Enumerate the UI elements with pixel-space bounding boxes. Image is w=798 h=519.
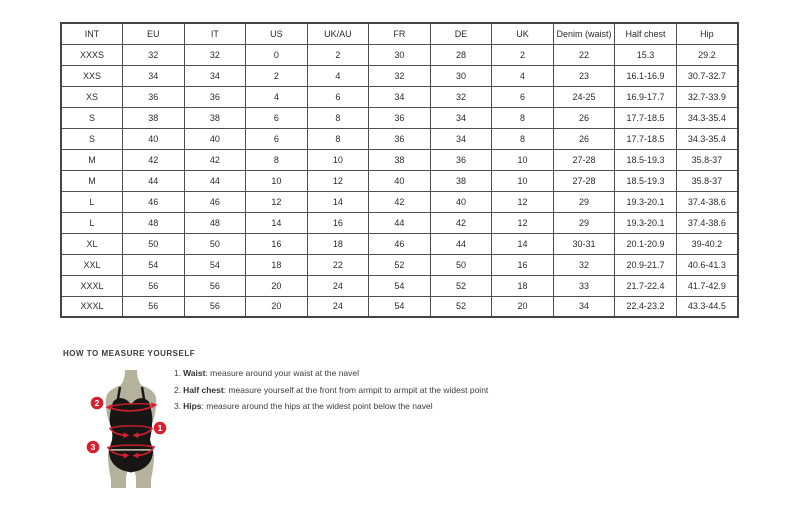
column-header: UK [492,23,554,44]
column-header: FR [369,23,431,44]
table-cell: S [61,107,123,128]
table-cell: 44 [369,212,431,233]
table-cell: 56 [184,275,246,296]
table-cell: 32 [553,254,615,275]
table-cell: 40 [369,170,431,191]
table-cell: 34 [430,107,492,128]
table-cell: 54 [369,275,431,296]
table-cell: 34 [369,86,431,107]
column-header: DE [430,23,492,44]
table-cell: 20.9-21.7 [615,254,677,275]
table-cell: 48 [123,212,185,233]
table-cell: 46 [123,191,185,212]
table-cell: 52 [430,296,492,317]
table-cell: L [61,212,123,233]
step-number: 2. [174,384,182,395]
table-cell: 27-28 [553,170,615,191]
table-cell: 36 [184,86,246,107]
table-cell: 12 [492,191,554,212]
column-header: Half chest [615,23,677,44]
table-row [61,212,738,233]
table-row [61,149,738,170]
table-cell: 50 [430,254,492,275]
table-cell: 18 [492,275,554,296]
table-cell: 12 [246,191,308,212]
table-cell: 8 [307,128,369,149]
table-cell: 16 [307,212,369,233]
table-cell: M [61,149,123,170]
size-conversion-table [60,22,739,318]
table-cell: 40 [430,191,492,212]
table-cell: 44 [123,170,185,191]
table-row [61,44,738,65]
table-cell: 18.5-19.3 [615,170,677,191]
table-cell: 37.4-38.6 [676,212,738,233]
table-cell: 41.7-42.9 [676,275,738,296]
table-cell: 8 [307,107,369,128]
table-cell: 14 [492,233,554,254]
table-cell: 22 [307,254,369,275]
table-cell: 46 [184,191,246,212]
table-row [61,275,738,296]
step-text: : measure yourself at the front from armpit to armpit at the widest point [223,384,489,395]
table-cell: 26 [553,128,615,149]
table-cell: 20 [492,296,554,317]
table-cell: 4 [492,65,554,86]
table-cell: 4 [246,86,308,107]
table-cell: 50 [123,233,185,254]
mannequin-illustration [84,368,182,492]
table-cell: 2 [307,44,369,65]
table-cell: 38 [430,170,492,191]
table-cell: 50 [184,233,246,254]
table-cell: 29 [553,212,615,233]
table-cell: XL [61,233,123,254]
table-cell: 18 [246,254,308,275]
column-header: EU [123,23,185,44]
table-cell: 18.5-19.3 [615,149,677,170]
table-cell: 24 [307,275,369,296]
table-cell: 20 [246,275,308,296]
table-cell: 35.8-37 [676,149,738,170]
table-cell: 16.1-16.9 [615,65,677,86]
table-cell: 32 [369,65,431,86]
table-cell: 6 [246,128,308,149]
table-cell: 20.1-20.9 [615,233,677,254]
table-cell: 14 [246,212,308,233]
table-cell: 6 [246,107,308,128]
table-cell: 22.4-23.2 [615,296,677,317]
measure-steps-list [174,368,488,418]
table-cell: 24 [307,296,369,317]
table-cell: 23 [553,65,615,86]
table-cell: XXXL [61,275,123,296]
table-cell: 24-25 [553,86,615,107]
badge-hips-number: 3 [90,442,96,452]
badge-chest-number: 2 [94,398,100,408]
table-cell: 33 [553,275,615,296]
table-cell: 14 [307,191,369,212]
table-cell: 34 [184,65,246,86]
table-cell: 38 [369,149,431,170]
table-cell: 34.3-35.4 [676,107,738,128]
table-row [61,254,738,275]
table-cell: 10 [492,170,554,191]
table-cell: 48 [184,212,246,233]
table-cell: 30 [430,65,492,86]
badge-waist [154,422,167,435]
table-cell: 15.3 [615,44,677,65]
table-cell: 10 [246,170,308,191]
table-cell: 6 [492,86,554,107]
table-row [61,128,738,149]
column-header: US [246,23,308,44]
table-cell: 30 [369,44,431,65]
table-cell: 52 [430,275,492,296]
step-term: Hips [183,401,202,411]
table-cell: 40.6-41.3 [676,254,738,275]
table-cell: 27-28 [553,149,615,170]
table-cell: 18 [307,233,369,254]
badge-chest [91,397,104,410]
table-cell: XXXL [61,296,123,317]
table-cell: 42 [184,149,246,170]
table-cell: 38 [123,107,185,128]
table-cell: 17.7-18.5 [615,107,677,128]
table-cell: 34 [123,65,185,86]
table-cell: 44 [184,170,246,191]
table-cell: 40 [184,128,246,149]
table-cell: 36 [123,86,185,107]
table-cell: 17.7-18.5 [615,128,677,149]
table-cell: 37.4-38.6 [676,191,738,212]
table-row [61,86,738,107]
table-cell: 43.3-44.5 [676,296,738,317]
table-cell: 54 [369,296,431,317]
table-cell: 20 [246,296,308,317]
table-cell: 16 [492,254,554,275]
table-cell: 10 [492,149,554,170]
table-cell: 28 [430,44,492,65]
table-cell: 40 [123,128,185,149]
measure-step [174,385,488,395]
table-cell: 32.7-33.9 [676,86,738,107]
table-cell: 54 [123,254,185,275]
table-cell: XS [61,86,123,107]
table-cell: 38 [184,107,246,128]
table-cell: XXL [61,254,123,275]
step-term: Waist [183,368,206,378]
table-cell: XXXS [61,44,123,65]
table-row [61,170,738,191]
table-cell: 8 [246,149,308,170]
column-header: Hip [676,23,738,44]
table-cell: 34 [553,296,615,317]
step-text: : measure around your waist at the navel [205,368,360,378]
table-cell: 42 [123,149,185,170]
badge-hips [87,441,100,454]
table-cell: 19.3-20.1 [615,212,677,233]
table-cell: 16.9-17.7 [615,86,677,107]
table-cell: 8 [492,107,554,128]
table-cell: 12 [492,212,554,233]
table-cell: 56 [123,296,185,317]
table-row [61,296,738,317]
table-cell: 52 [369,254,431,275]
table-cell: 42 [369,191,431,212]
measurement-figure [84,368,182,492]
table-cell: XXS [61,65,123,86]
measure-step [174,368,488,378]
step-number: 3. [174,401,182,411]
table-cell: 32 [184,44,246,65]
table-cell: 32 [430,86,492,107]
table-cell: 2 [246,65,308,86]
table-cell: 21.7-22.4 [615,275,677,296]
table-cell: 36 [369,107,431,128]
table-cell: 30-31 [553,233,615,254]
table-cell: 56 [184,296,246,317]
table-cell: 32 [123,44,185,65]
table-cell: M [61,170,123,191]
column-header: IT [184,23,246,44]
table-row [61,107,738,128]
table-cell: 36 [430,149,492,170]
table-cell: 34 [430,128,492,149]
table-cell: 0 [246,44,308,65]
table-cell: 46 [369,233,431,254]
table-cell: 56 [123,275,185,296]
table-cell: 8 [492,128,554,149]
table-cell: 2 [492,44,554,65]
measure-step [174,401,488,411]
size-table-body [61,44,738,317]
table-cell: 35.8-37 [676,170,738,191]
table-cell: 44 [430,233,492,254]
table-cell: 10 [307,149,369,170]
table-cell: 30.7-32.7 [676,65,738,86]
table-cell: 4 [307,65,369,86]
measure-section-heading: HOW TO MEASURE YOURSELF [63,349,196,358]
table-cell: 54 [184,254,246,275]
badge-waist-number: 1 [157,423,163,433]
table-cell: 22 [553,44,615,65]
column-header: UK/AU [307,23,369,44]
table-cell: 16 [246,233,308,254]
table-cell: 34.3-35.4 [676,128,738,149]
column-header: Denim (waist) [553,23,615,44]
table-cell: 19.3-20.1 [615,191,677,212]
table-row [61,233,738,254]
step-text: : measure around the hips at the widest point below the navel [201,401,433,411]
size-table-header-row [61,23,738,44]
table-cell: 26 [553,107,615,128]
table-cell: 39-40.2 [676,233,738,254]
table-cell: 42 [430,212,492,233]
table-cell: 6 [307,86,369,107]
column-header: INT [61,23,123,44]
table-cell: 12 [307,170,369,191]
step-term: Half chest [183,384,224,395]
table-row [61,191,738,212]
step-number: 1. [174,368,182,378]
table-cell: L [61,191,123,212]
table-row [61,65,738,86]
table-cell: S [61,128,123,149]
table-cell: 29.2 [676,44,738,65]
table-cell: 36 [369,128,431,149]
table-cell: 29 [553,191,615,212]
